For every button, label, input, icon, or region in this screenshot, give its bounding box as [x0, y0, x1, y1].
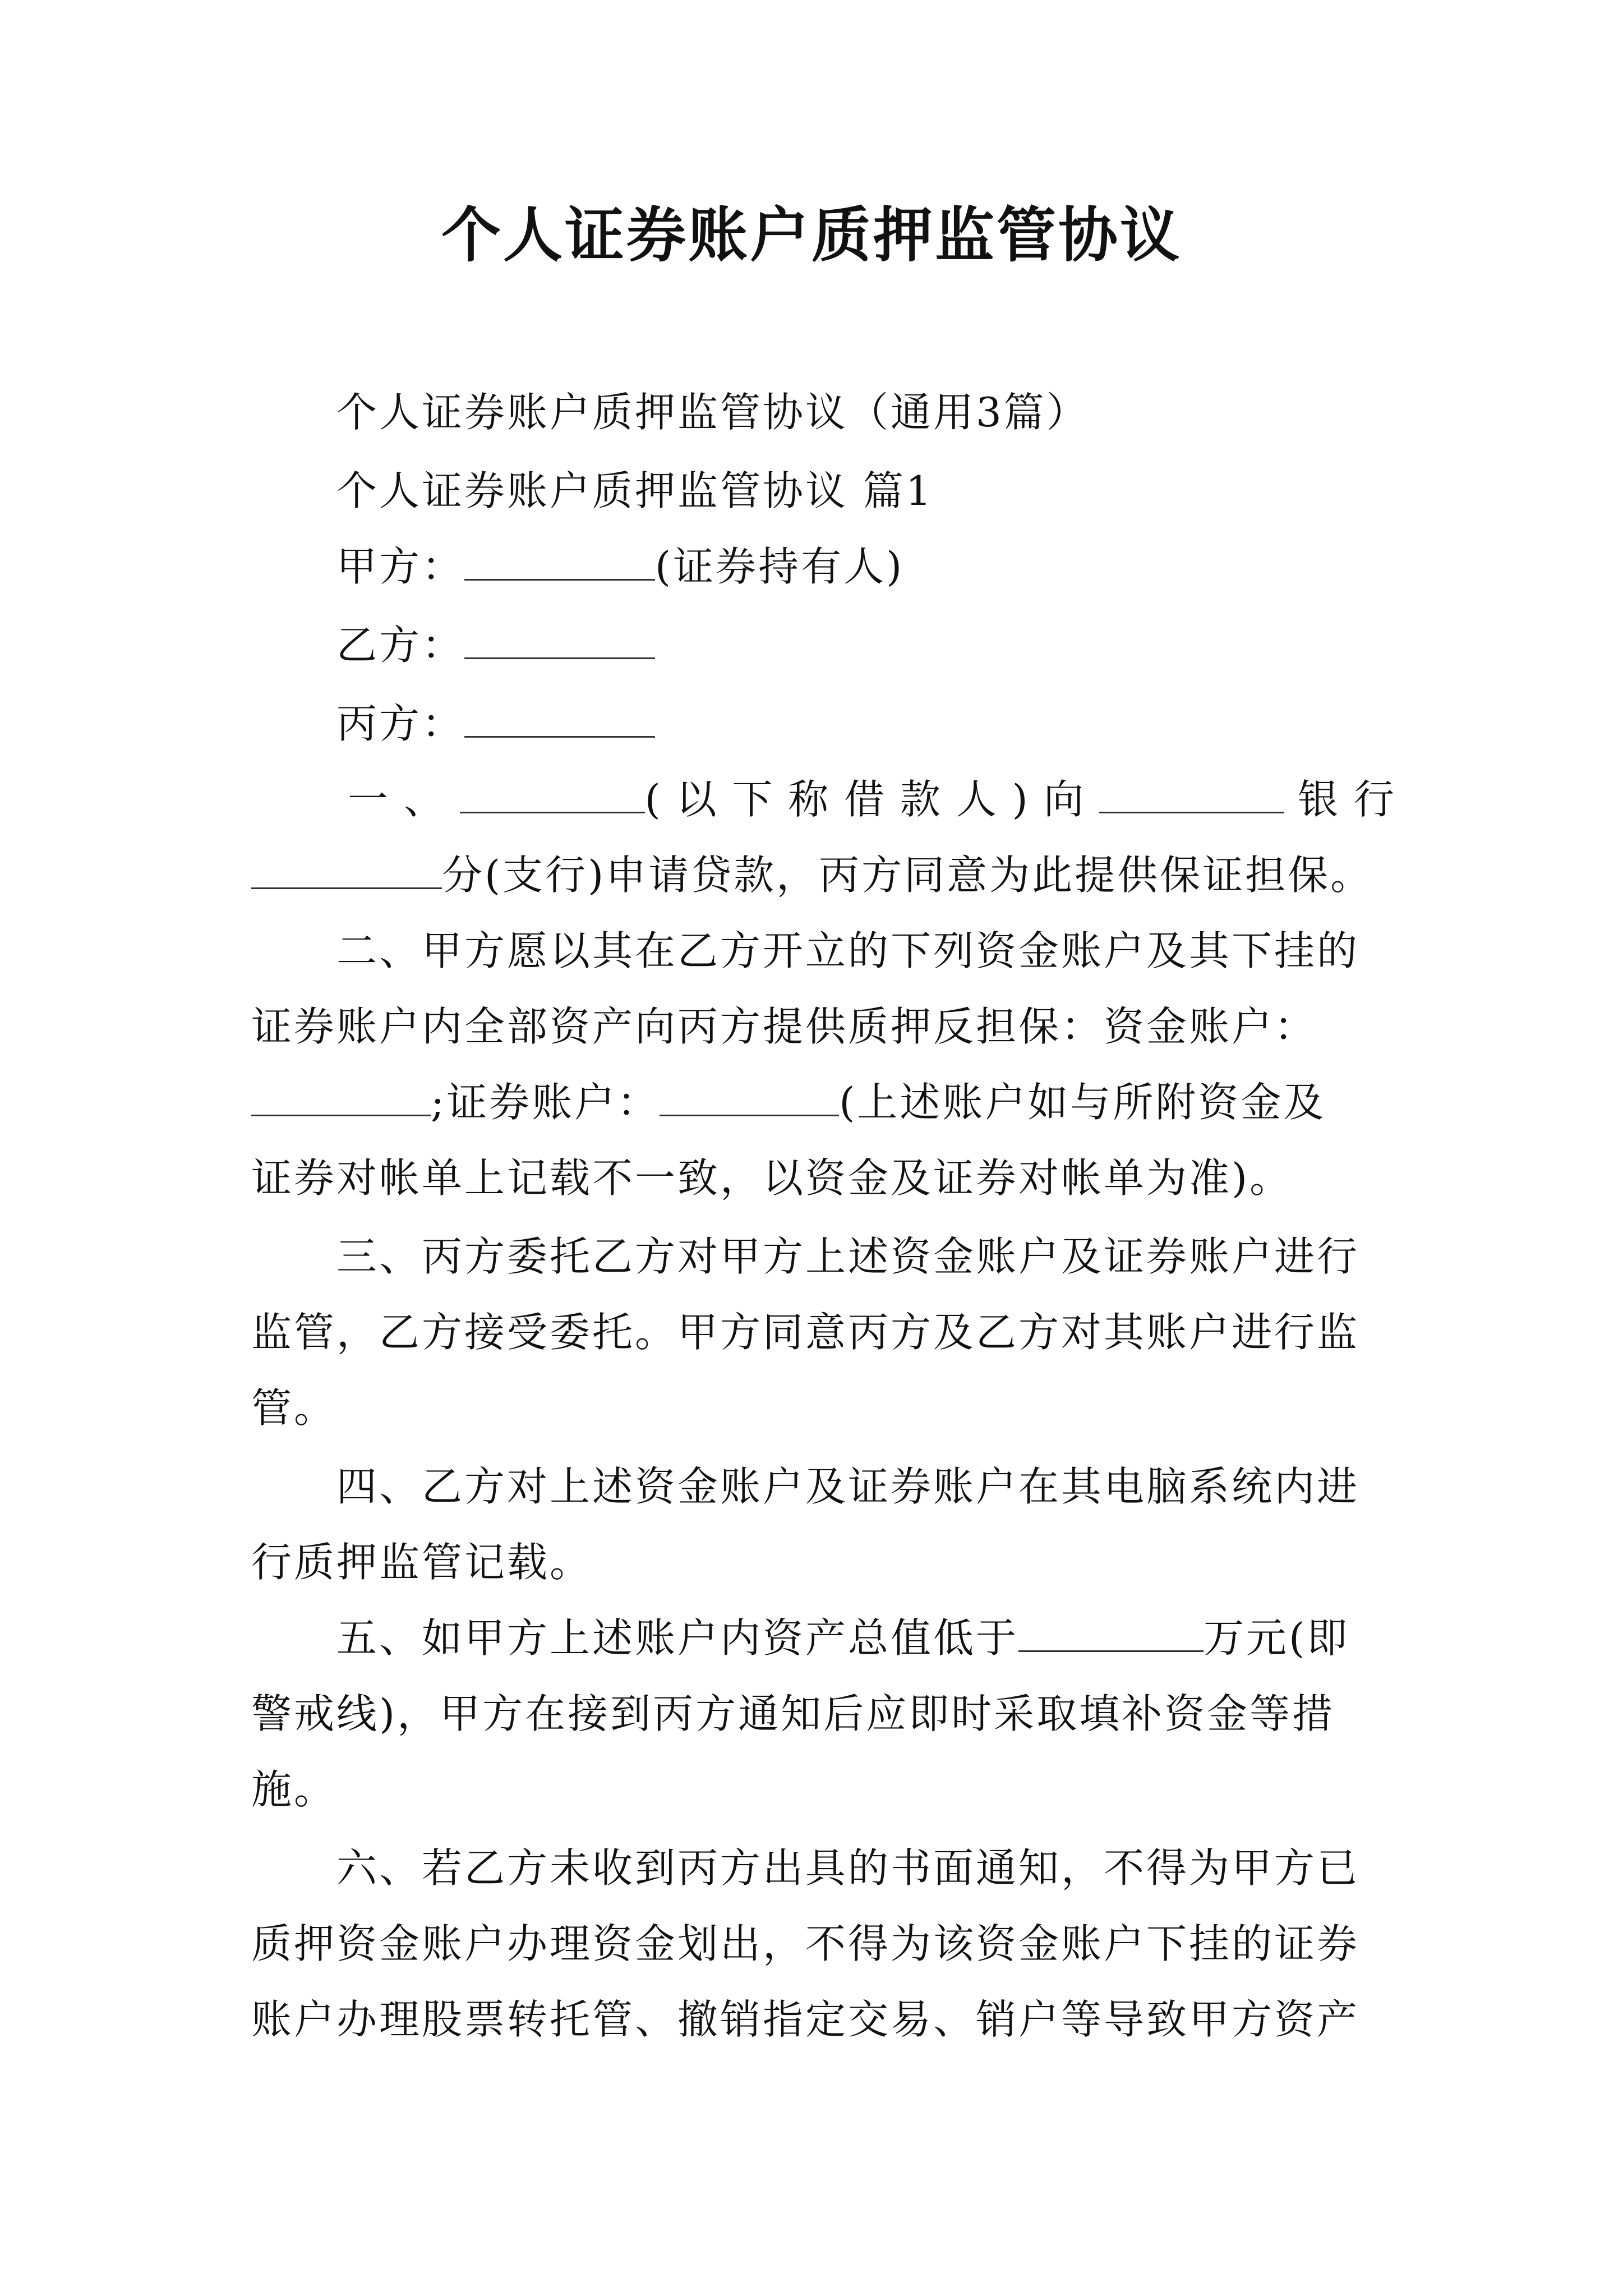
clause-6-line-1: 六、若乙方未收到丙方出具的书面通知，不得为甲方已 [336, 1844, 1360, 1892]
branch-blank [251, 848, 442, 889]
clause-1-prefix: 一、 [348, 776, 460, 823]
clause-1-line-1 [348, 771, 1396, 827]
clause-3-line-1: 三、丙方委托乙方对甲方上述资金账户及证券账户进行 [336, 1233, 1360, 1280]
party-b-label: 乙方： [336, 622, 465, 669]
document-subtitle: 个人证券账户质押监管协议（通用3篇） [336, 389, 1089, 436]
clause-5-line-1 [336, 1610, 1396, 1666]
party-b-blank [464, 618, 655, 659]
party-a-line [336, 539, 1396, 595]
clause-2-line-3 [251, 1074, 1395, 1130]
party-a-blank [464, 540, 655, 581]
party-c-blank [464, 697, 655, 738]
clause-2-mid: ;证券账户： [431, 1079, 660, 1126]
clause-1-text: 分(支行)申请贷款，丙方同意为此提供保证担保。 [442, 852, 1373, 899]
bank-blank [1099, 772, 1284, 813]
clause-2-end: (上述账户如与所附资金及 [839, 1079, 1326, 1126]
clause-4-line-1: 四、乙方对上述资金账户及证券账户在其电脑系统内进 [336, 1463, 1360, 1510]
clause-5-end: 万元(即 [1204, 1614, 1350, 1662]
clause-5-line-3: 施。 [251, 1766, 337, 1813]
party-c-line [336, 696, 1396, 752]
party-b-line [336, 617, 1396, 673]
fund-account-blank [251, 1075, 431, 1116]
clause-1-mid: (以下称借款人)向 [644, 776, 1100, 823]
party-c-label: 丙方： [336, 700, 465, 747]
warning-amount-blank [1018, 1611, 1204, 1652]
party-a-label: 甲方： [336, 543, 465, 590]
document-title: 个人证券账户质押监管协议 [441, 201, 1182, 270]
clause-6-line-2: 质押资金账户办理资金划出，不得为该资金账户下挂的证券 [251, 1920, 1360, 1967]
borrower-blank [460, 772, 645, 813]
clause-4-line-2: 行质押监管记载。 [251, 1539, 593, 1586]
clause-6-line-3: 账户办理股票转托管、撤销指定交易、销户等导致甲方资产 [251, 1996, 1360, 2043]
clause-1-line-2 [251, 847, 1395, 903]
clause-2-line-1: 二、甲方愿以其在乙方开立的下列资金账户及其下挂的 [336, 927, 1360, 974]
clause-5-prefix: 五、如甲方上述账户内资产总值低于 [336, 1614, 1019, 1662]
clause-1-end: 银行 [1284, 776, 1396, 823]
clause-2-line-4: 证券对帐单上记载不一致，以资金及证券对帐单为准)。 [251, 1154, 1293, 1202]
clause-5-line-2: 警戒线)，甲方在接到丙方通知后应即时采取填补资金等措 [251, 1690, 1335, 1737]
clause-3-line-2: 监管，乙方接受委托。甲方同意丙方及乙方对其账户进行监 [251, 1309, 1360, 1356]
party-a-suffix: (证券持有人) [655, 543, 905, 590]
clause-3-line-3: 管。 [251, 1384, 337, 1432]
securities-account-blank [660, 1075, 839, 1116]
clause-2-line-2: 证券账户内全部资产向丙方提供质押反担保：资金账户： [251, 1003, 1317, 1050]
section-heading: 个人证券账户质押监管协议 篇1 [336, 467, 934, 514]
